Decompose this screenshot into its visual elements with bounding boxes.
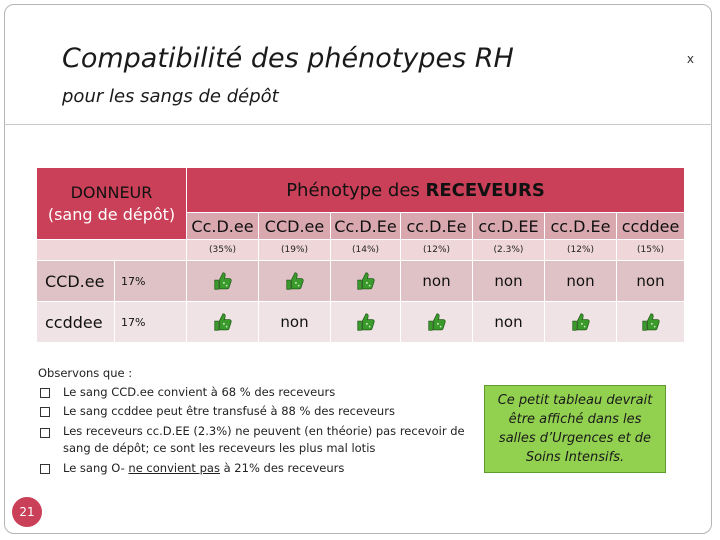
recipient-phenotype: cc.D.EE (473, 213, 545, 240)
compat-cell (401, 261, 473, 302)
incompatible-label: non (280, 313, 309, 331)
recipient-phenotype: Cc.D.Ee (331, 213, 401, 240)
recipients-header (187, 168, 685, 213)
title-divider (4, 124, 712, 125)
donor-header-subtitle: (sang de dépôt) (47, 204, 176, 224)
observation-item (38, 402, 468, 421)
compat-cell (331, 302, 401, 343)
recipients-header-prefix: Phénotype des (286, 179, 426, 201)
incompatible-label: non (566, 272, 595, 290)
recipient-phenotype: Cc.D.ee (187, 213, 259, 240)
recipient-percent: (12%) (401, 240, 473, 261)
observation-text: Le sang ccddee peut être transfusé à 88 % des receveurs (63, 404, 395, 418)
incompatible-label: non (494, 272, 523, 290)
recipient-percent: (2.3%) (473, 240, 545, 261)
observations-intro: Observons que : (38, 366, 133, 380)
compat-cell (331, 261, 401, 302)
compatibility-table (36, 167, 685, 343)
thumbs-up-icon (570, 311, 592, 333)
page-number-badge (12, 497, 42, 527)
thumbs-up-icon (355, 311, 377, 333)
recipient-percent: (35%) (187, 240, 259, 261)
recipient-phenotype: cc.D.Ee (545, 213, 617, 240)
recipient-phenotype: CCD.ee (259, 213, 331, 240)
incompatible-label: non (422, 272, 451, 290)
table-row (37, 302, 685, 343)
observation-text: Les receveurs cc.D.EE (2.3%) ne peuvent (en théorie) pas recevoir de sang de dépôt; ce sont les receveurs les plus mal lotis (63, 424, 465, 455)
thumbs-up-icon (284, 270, 306, 292)
table-row (37, 261, 685, 302)
donor-percent: 17% (115, 302, 187, 343)
thumbs-up-icon (640, 311, 662, 333)
donor-percent: 17% (115, 261, 187, 302)
incompatible-label: non (494, 313, 523, 331)
checkbox-bullet-icon (40, 388, 50, 398)
slide-subtitle: pour les sangs de dépôt (62, 86, 279, 107)
close-icon[interactable]: x (686, 52, 694, 66)
donor-header (37, 168, 187, 240)
recipient-percent: (14%) (331, 240, 401, 261)
observation-item (38, 423, 468, 457)
compat-cell (617, 302, 685, 343)
percent-row-corner (37, 240, 187, 261)
incompatible-label: non (636, 272, 665, 290)
compat-cell (617, 261, 685, 302)
compat-cell (473, 302, 545, 343)
observation-text-underlined: ne convient pas (128, 461, 220, 475)
observation-item (38, 383, 468, 402)
compat-cell (545, 261, 617, 302)
recipient-percent: (12%) (545, 240, 617, 261)
observation-item (38, 459, 468, 478)
thumbs-up-icon (212, 270, 234, 292)
callout-text: Ce petit tableau devrait être affiché dans les salles d’Urgences et de Soins Intensifs. (497, 393, 653, 465)
checkbox-bullet-icon (40, 407, 50, 417)
observation-text-pre: Le sang O- (63, 461, 129, 475)
thumbs-up-icon (212, 311, 234, 333)
checkbox-bullet-icon (40, 464, 50, 474)
compat-cell (259, 261, 331, 302)
recipient-phenotype: cc.D.Ee (401, 213, 473, 240)
checkbox-bullet-icon (40, 428, 50, 438)
compat-cell (401, 302, 473, 343)
recipient-percent: (15%) (617, 240, 685, 261)
recipients-header-bold: RECEVEURS (425, 179, 545, 201)
recipient-percent: (19%) (259, 240, 331, 261)
donor-phenotype: CCD.ee (37, 261, 115, 302)
callout-box (484, 385, 666, 473)
slide-title: Compatibilité des phénotypes RH (62, 43, 514, 74)
compat-cell (545, 302, 617, 343)
observation-text-post: à 21% des receveurs (219, 461, 345, 475)
page-number: 21 (19, 505, 35, 519)
observation-text: Le sang CCD.ee convient à 68 % des receveurs (63, 385, 336, 399)
compat-cell (187, 302, 259, 343)
compat-cell (473, 261, 545, 302)
donor-header-title: DONNEUR (70, 182, 153, 202)
donor-phenotype: ccddee (37, 302, 115, 343)
thumbs-up-icon (355, 270, 377, 292)
observations (38, 364, 468, 478)
recipient-phenotype: ccddee (617, 213, 685, 240)
compat-cell (259, 302, 331, 343)
thumbs-up-icon (426, 311, 448, 333)
compat-cell (187, 261, 259, 302)
